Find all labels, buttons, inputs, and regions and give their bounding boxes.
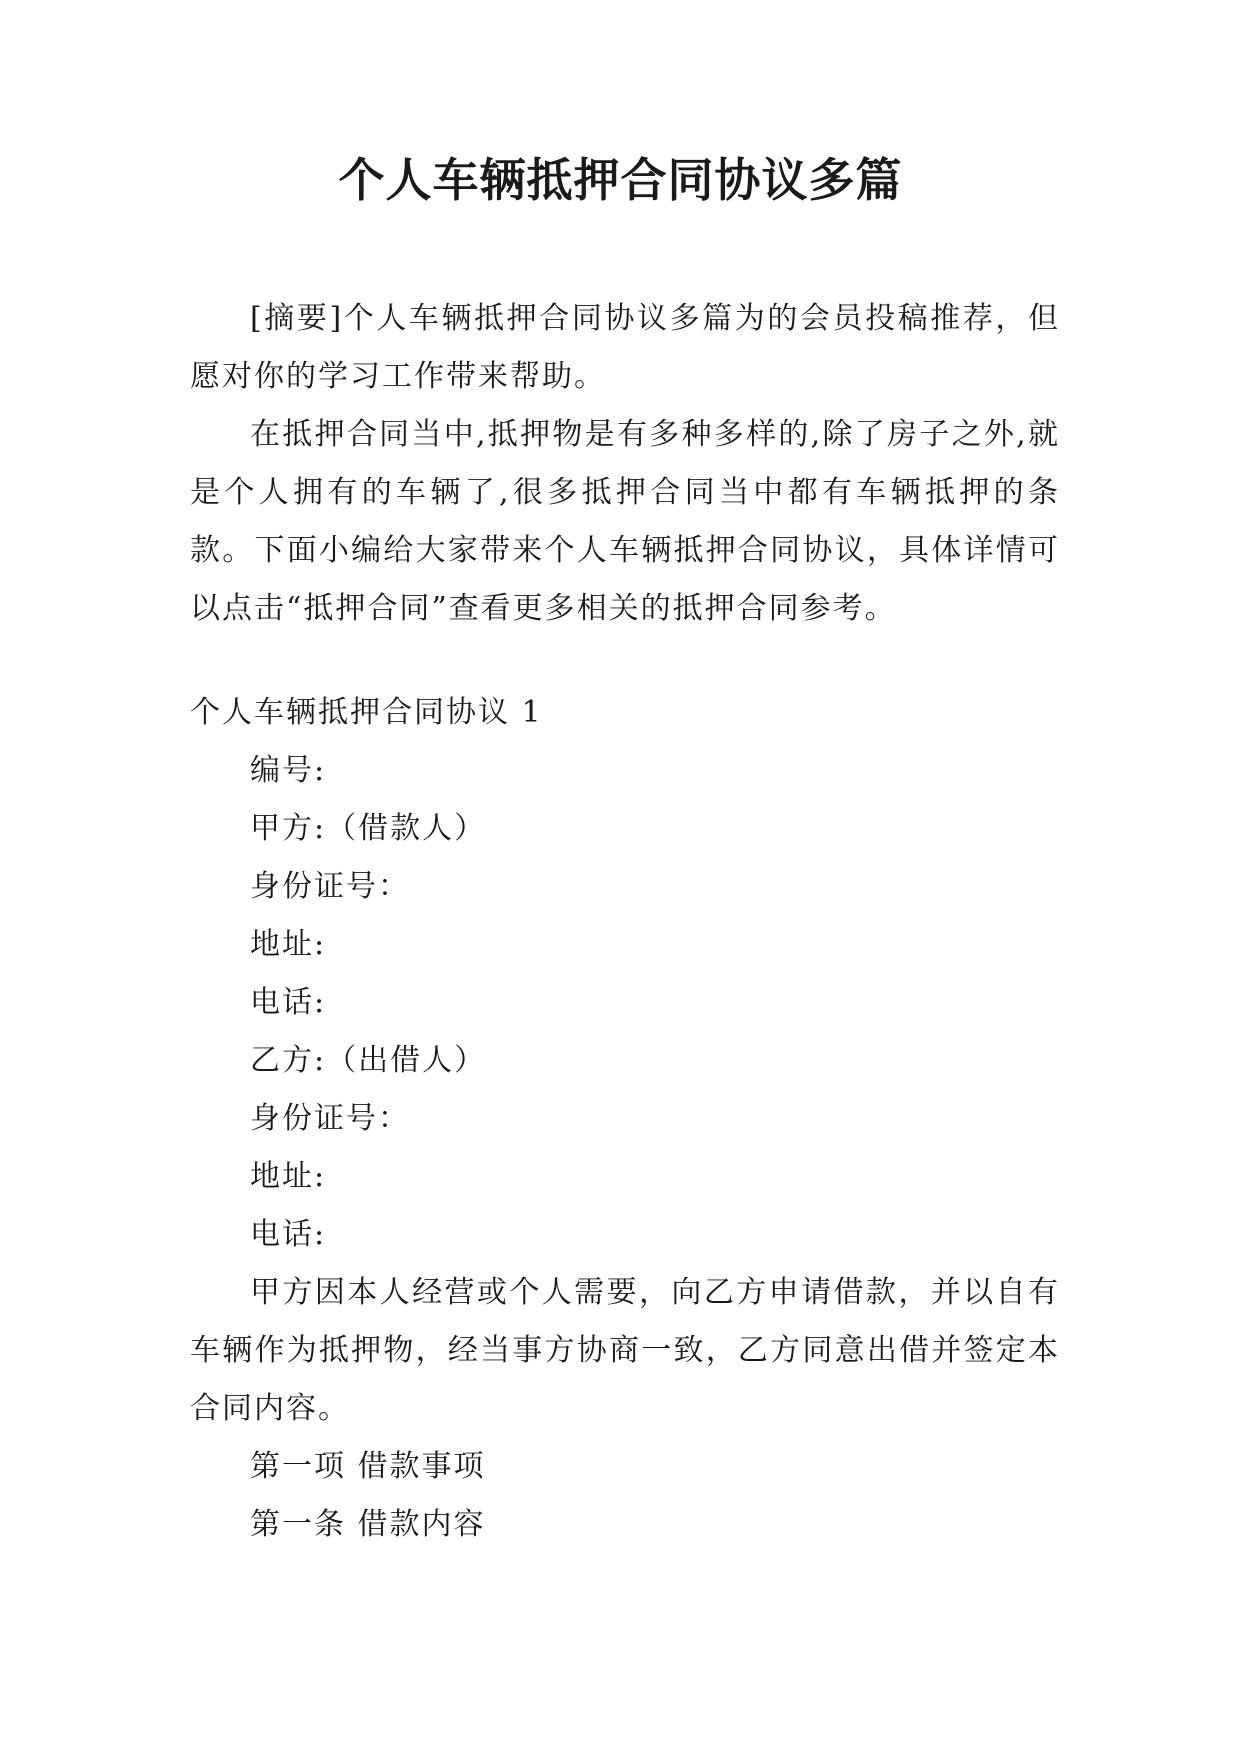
agreement-paragraph: 甲方因本人经营或个人需要，向乙方申请借款，并以自有车辆作为抵押物，经当事方协商一致，乙方同意出借并签定本合同内容。 <box>190 1275 1060 1426</box>
party-b-address-field: 地址: <box>250 1159 327 1194</box>
party-a-id-field: 身份证号： <box>250 869 410 904</box>
party-b-id-field: 身份证号： <box>250 1101 410 1136</box>
section-title: 个人车辆抵押合同协议 1 <box>190 695 543 730</box>
party-a-field: 甲方:（借款人） <box>250 811 487 846</box>
party-a-phone-field: 电话: <box>250 985 327 1020</box>
party-b-phone-field: 电话: <box>250 1217 327 1252</box>
party-b-field: 乙方:（出借人） <box>250 1043 487 1078</box>
document-title: 个人车辆抵押合同协议多篇 <box>338 153 903 207</box>
intro-paragraph: 在抵押合同当中,抵押物是有多种多样的,除了房子之外,就是个人拥有的车辆了,很多抵押合同当中都有车辆抵押的条款。下面小编给大家带来个人车辆抵押合同协议，具体详情可以点击“抵押合同”查看更多相关的抵押合同参考。 <box>190 417 1060 626</box>
abstract-paragraph: [摘要]个人车辆抵押合同协议多篇为的会员投稿推荐，但愿对你的学习工作带来帮助。 <box>190 301 1060 394</box>
document-body <box>190 290 1060 1554</box>
article-heading: 第一条 借款内容 <box>250 1507 486 1542</box>
contract-number-field: 编号: <box>250 753 327 788</box>
item-heading: 第一项 借款事项 <box>250 1449 486 1484</box>
party-a-address-field: 地址: <box>250 927 327 962</box>
